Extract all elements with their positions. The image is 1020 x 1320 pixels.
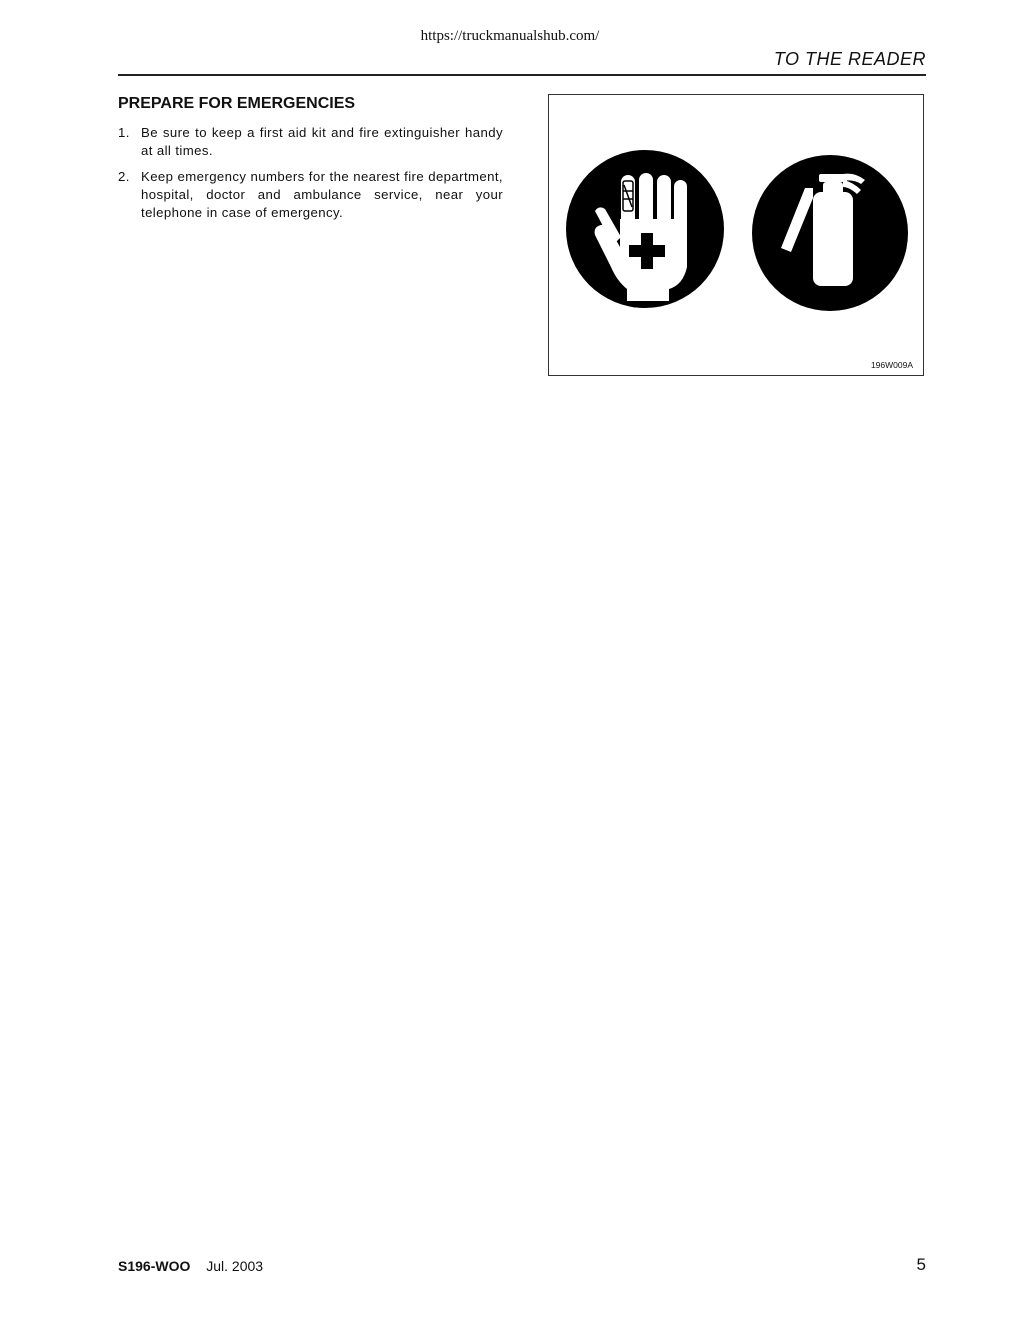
item-text: Be sure to keep a first aid kit and fire extinguisher handy at all times. xyxy=(141,125,503,158)
emergency-figure xyxy=(548,94,924,376)
source-url: https://truckmanualshub.com/ xyxy=(420,28,600,44)
section-heading: PREPARE FOR EMERGENCIES xyxy=(118,95,356,112)
header-rule xyxy=(118,74,926,76)
section-title: TO THE READER xyxy=(773,49,926,69)
item-text: Keep emergency numbers for the nearest fire department, hospital, doctor and ambulance service, near your telephone in case of emergency. xyxy=(141,169,503,220)
footer-info xyxy=(118,1258,263,1274)
page-number: 5 xyxy=(916,1255,926,1274)
document-code: S196-WOO xyxy=(118,1258,191,1274)
item-number: 2. xyxy=(118,169,130,184)
instruction-list xyxy=(118,124,503,230)
fire-extinguisher-icon xyxy=(751,154,909,312)
list-item xyxy=(118,124,503,160)
figure-code: 196W009A xyxy=(870,360,913,370)
list-item xyxy=(118,168,503,222)
item-number: 1. xyxy=(118,125,130,140)
document-date: Jul. 2003 xyxy=(206,1258,264,1274)
first-aid-hand-icon xyxy=(565,149,725,309)
